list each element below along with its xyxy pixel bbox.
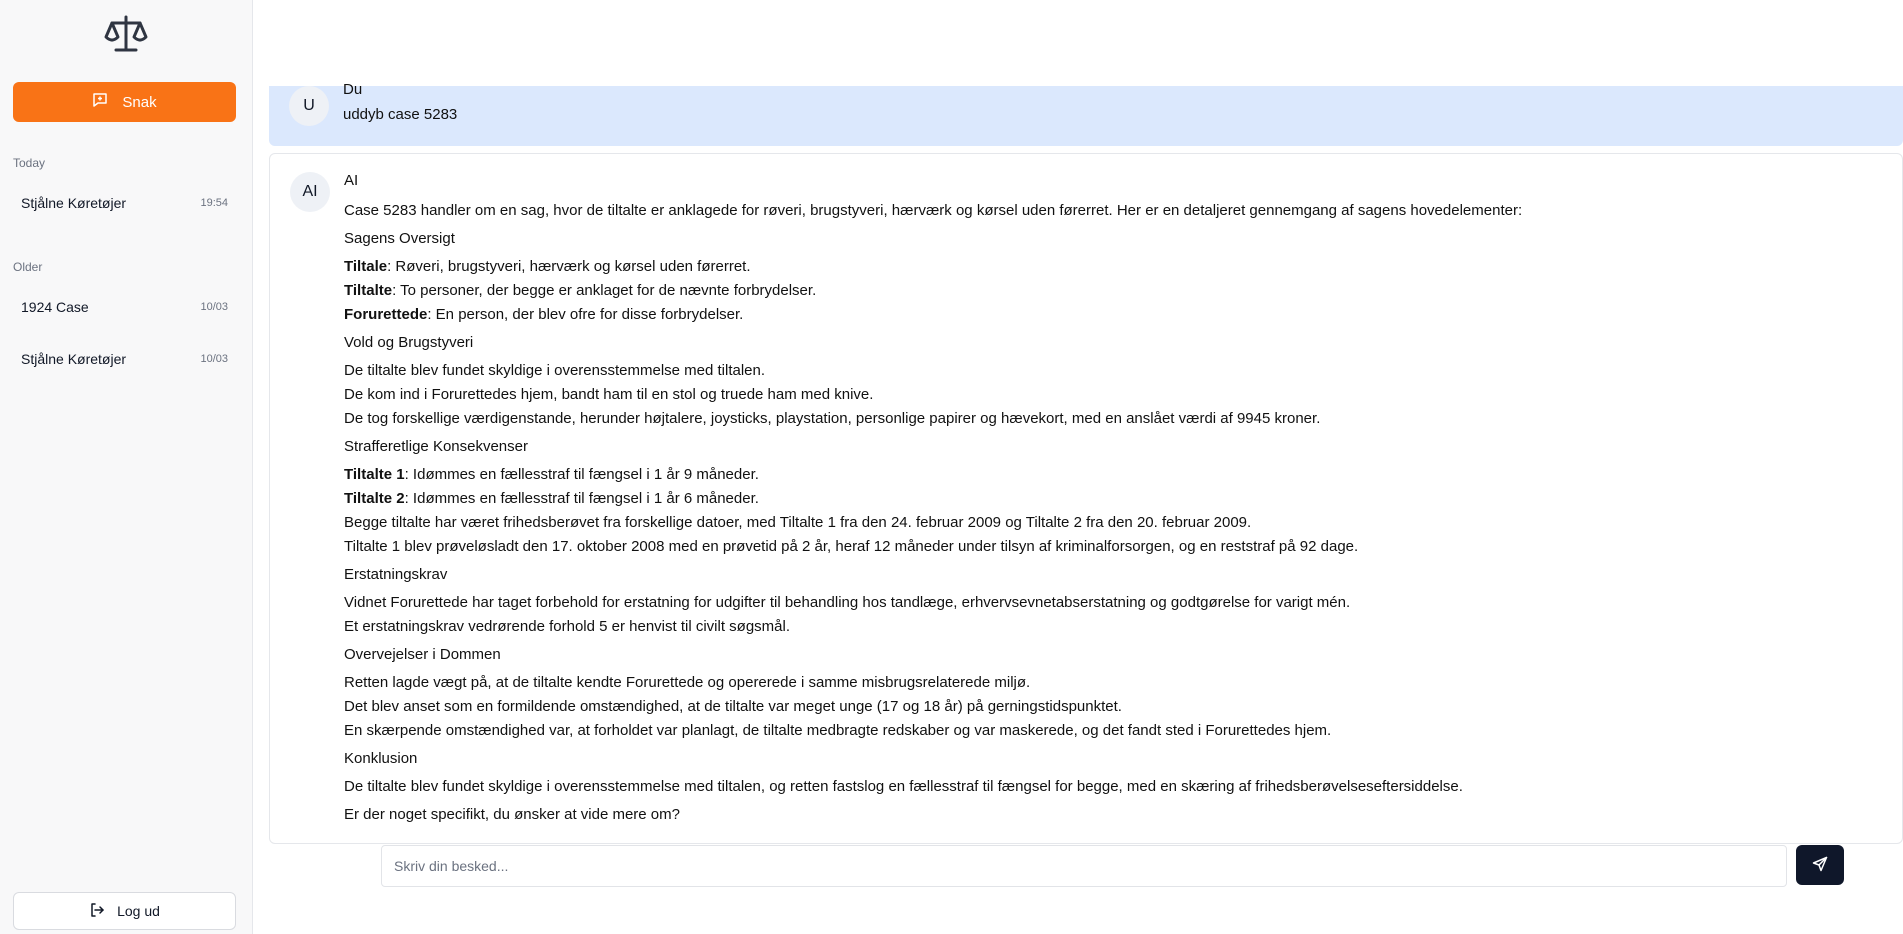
ai-list-item-text: Begge tiltalte har været frihedsberøvet fra forskellige datoer, med Tiltalte 1 fra den 24. februar 2009 og Tiltalte 2 fra den 20. februar 2009. [344, 514, 1252, 531]
ai-list-item-term: Tiltalte [344, 282, 393, 299]
ai-section-list [344, 359, 1884, 431]
send-button[interactable] [1796, 845, 1844, 885]
ai-list-item [344, 695, 1884, 719]
ai-section-list [344, 591, 1884, 639]
conversation-time: 10/03 [200, 301, 228, 313]
ai-list-item [344, 615, 1884, 639]
sidebar [0, 0, 253, 934]
section-label-older: Older [13, 260, 43, 274]
message-input[interactable] [381, 845, 1787, 887]
ai-section-list [344, 463, 1884, 559]
ai-list-item-text: De tiltalte blev fundet skyldige i overensstemmelse med tiltalen, og retten fastslog en fællesstraf til fængsel for begge, med en skæring af frihedsberøvelseseftersiddelse. [344, 778, 1463, 795]
ai-list-item-text: Vidnet Forurettede har taget forbehold for erstatning for udgifter til behandling hos tandlæge, erhvervsevnetabserstatning og godtgørelse for varigt mén. [344, 594, 1351, 611]
ai-list-item-text: : To personer, der begge er anklaget for de nævnte forbrydelser. [392, 282, 817, 299]
ai-list-item-text: Det blev anset som en formildende omstændighed, at de tiltalte var meget unge (17 og 18 år) på gerningstidspunktet. [344, 698, 1122, 715]
conversation-title: Stjålne Køretøjer [21, 351, 127, 367]
ai-list-item-text: Tiltalte 1 blev prøveløsladt den 17. oktober 2008 med en prøvetid på 2 år, heraf 12 måneder under tilsyn af kriminalforsorgen, og en reststraf på 92 dage. [344, 538, 1359, 555]
ai-list-item-text: Retten lagde vægt på, at de tiltalte kendte Forurettede og opererede i samme misbrugsrelaterede miljø. [344, 674, 1031, 691]
message-sender: Du [343, 81, 363, 98]
ai-list-item [344, 671, 1884, 695]
ai-list-item-text: De kom ind i Forurettedes hjem, bandt ham til en stol og truede ham med knive. [344, 386, 874, 403]
ai-list-item-term: Tiltalte 2 [344, 490, 405, 507]
section-label-today: Today [13, 156, 46, 170]
ai-closing: Er der noget specifikt, du ønsker at vide mere om? [344, 806, 680, 823]
ai-section-heading: Strafferetlige Konsekvenser [344, 438, 528, 455]
ai-section-list [344, 775, 1884, 799]
logout-button[interactable] [13, 892, 236, 930]
ai-list-item-text: En skærpende omstændighed var, at forholdet var planlagt, de tiltalte medbragte redskaber og var maskerede, og det fandt sted i Forurettedes hjem. [344, 722, 1332, 739]
conversation-title: Stjålne Køretøjer [21, 195, 127, 211]
ai-list-item [344, 487, 1884, 511]
ai-intro: Case 5283 handler om en sag, hvor de tiltalte er anklagede for røveri, brugstyveri, hærværk og kørsel uden førerret. Her er en detaljeret gennemgang af sagens hovedelementer: [344, 202, 1523, 219]
user-message [269, 81, 1903, 146]
ai-section-heading: Overvejelser i Dommen [344, 646, 501, 663]
ai-list-item [344, 407, 1884, 431]
ai-list-item-text: : Idømmes en fællesstraf til fængsel i 1 år 6 måneder. [404, 490, 759, 507]
ai-section-list [344, 671, 1884, 743]
logout-icon [89, 902, 105, 921]
ai-list-item-text: De tiltalte blev fundet skyldige i overensstemmelse med tiltalen. [344, 362, 766, 379]
ai-sections [344, 227, 1884, 799]
ai-list-item-term: Tiltale [344, 258, 388, 275]
ai-section-heading: Sagens Oversigt [344, 230, 455, 247]
ai-list-item [344, 775, 1884, 799]
ai-section-list [344, 255, 1884, 327]
conversation-item[interactable] [13, 287, 236, 327]
ai-section-heading: Erstatningskrav [344, 566, 448, 583]
ai-list-item-text: : En person, der blev ofre for disse forbrydelser. [427, 306, 744, 323]
ai-message [269, 153, 1903, 844]
ai-list-item-text: De tog forskellige værdigenstande, herunder højtalere, joysticks, playstation, personlige papirer og hævekort, med en anslået værdi af 9945 kroner. [344, 410, 1321, 427]
ai-list-item [344, 463, 1884, 487]
ai-list-item [344, 279, 1884, 303]
ai-list-item-term: Tiltalte 1 [344, 466, 405, 483]
scales-icon [102, 12, 150, 56]
new-chat-button[interactable] [13, 82, 236, 122]
conversation-title: 1924 Case [21, 299, 89, 315]
ai-list-item [344, 255, 1884, 279]
ai-section-heading: Konklusion [344, 750, 418, 767]
ai-list-item [344, 359, 1884, 383]
message-text: uddyb case 5283 [343, 106, 458, 123]
message-plus-icon [92, 92, 108, 112]
conversation-item[interactable] [13, 183, 236, 223]
ai-list-item-text: : Idømmes en fællesstraf til fængsel i 1 år 9 måneder. [404, 466, 759, 483]
ai-list-item [344, 303, 1884, 327]
message-sender: AI [344, 172, 359, 189]
conversation-item[interactable] [13, 339, 236, 379]
ai-list-item [344, 535, 1884, 559]
logout-label: Log ud [117, 903, 160, 919]
chat-main [253, 0, 1903, 934]
conversation-time: 10/03 [200, 353, 228, 365]
ai-list-item [344, 591, 1884, 615]
ai-section-heading: Vold og Brugstyveri [344, 334, 474, 351]
ai-list-item [344, 719, 1884, 743]
ai-avatar: AI [290, 172, 330, 212]
conversation-time: 19:54 [200, 197, 228, 209]
ai-list-item-text: Et erstatningskrav vedrørende forhold 5 er henvist til civilt søgsmål. [344, 618, 791, 635]
ai-list-item-text: : Røveri, brugstyveri, hærværk og kørsel uden førerret. [387, 258, 751, 275]
user-avatar: U [289, 86, 329, 126]
ai-list-item [344, 383, 1884, 407]
ai-message-content [344, 199, 1884, 831]
send-icon [1812, 856, 1828, 875]
new-chat-label: Snak [122, 93, 157, 111]
ai-list-item-term: Forurettede [344, 306, 428, 323]
ai-list-item [344, 511, 1884, 535]
